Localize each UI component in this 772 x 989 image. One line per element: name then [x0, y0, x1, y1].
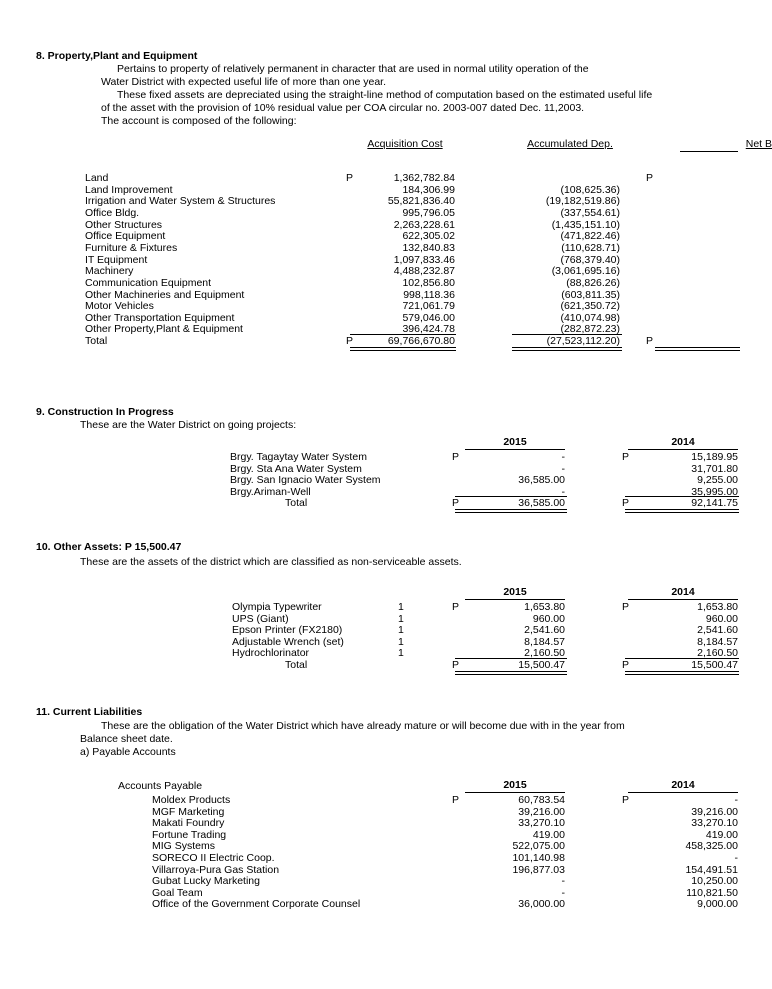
- payable-row-label: Gubat Lucky Marketing: [152, 875, 260, 887]
- ppe-row-accumulated-dep: (471,822.46): [560, 230, 620, 242]
- ppe-row-acquisition-cost: 184,306.99: [402, 184, 455, 196]
- cip-row-label: Brgy. San Ignacio Water System: [230, 474, 381, 486]
- other-assets-total-label: Total: [285, 659, 308, 671]
- column-header-2015: 2015: [503, 586, 527, 598]
- column-underline: [680, 151, 738, 152]
- ppe-row-accumulated-dep: (1,435,151.10): [551, 219, 620, 231]
- payable-row-2015: 39,216.00: [518, 806, 565, 818]
- payable-row-label: MIG Systems: [152, 840, 216, 852]
- other-assets-total-2014: 15,500.47: [691, 659, 738, 671]
- cip-row-label: Brgy. Tagaytay Water System: [230, 451, 367, 463]
- column-header-acquisition-cost: Acquisition Cost: [367, 138, 443, 150]
- ppe-row-acquisition-cost: 102,856.80: [402, 277, 455, 289]
- double-underline: [350, 347, 456, 351]
- column-header-2014: 2014: [671, 436, 695, 448]
- ppe-row-accumulated-dep: (19,182,519.86): [545, 195, 620, 207]
- cip-total-label: Total: [285, 497, 308, 509]
- section-8-paragraph: Water District with expected useful life of more than one year.: [101, 76, 386, 88]
- accounts-payable-label: Accounts Payable: [118, 780, 203, 792]
- payable-row-label: Villarroya-Pura Gas Station: [152, 864, 280, 876]
- column-header-accumulated-dep: Accumulated Dep.: [527, 138, 613, 150]
- section-9-heading: 9. Construction In Progress: [36, 406, 174, 418]
- cip-row-2015: -: [561, 486, 565, 498]
- ppe-row-accumulated-dep: (282,872.23): [560, 323, 620, 335]
- ppe-row-acquisition-cost: 396,424.78: [402, 323, 455, 335]
- section-10-heading: 10. Other Assets: P 15,500.47: [36, 541, 182, 553]
- section-11-paragraph: Balance sheet date.: [80, 733, 173, 745]
- peso-sign: P: [452, 497, 460, 509]
- section-8-paragraph: These fixed assets are depreciated using the straight-line method of computation based on the estimated useful life: [117, 89, 653, 101]
- payable-row-2014: 39,216.00: [691, 806, 738, 818]
- double-underline: [455, 671, 567, 675]
- ppe-row-label: Office Equipment: [85, 230, 166, 242]
- peso-sign: P: [452, 601, 460, 613]
- section-8-heading: 8. Property,Plant and Equipment: [36, 50, 198, 62]
- peso-sign: P: [452, 659, 460, 671]
- cip-row-2014: 31,701.80: [691, 463, 738, 475]
- ppe-row-accumulated-dep: (110,628.71): [561, 242, 620, 254]
- ppe-row-label: Motor Vehicles: [85, 300, 154, 312]
- cip-row-2014: 15,189.95: [691, 451, 738, 463]
- ppe-row-accumulated-dep: (621,350.72): [560, 300, 620, 312]
- payable-row-2015: 60,783.54: [518, 794, 565, 806]
- ppe-row-label: Other Transportation Equipment: [85, 312, 235, 324]
- ppe-row-acquisition-cost: 1,362,782.84: [393, 172, 455, 184]
- peso-sign: P: [622, 601, 630, 613]
- ppe-row-label: Office Bldg.: [85, 207, 140, 219]
- payable-row-label: MGF Marketing: [152, 806, 225, 818]
- cip-row-2015: -: [561, 463, 565, 475]
- other-assets-row-2014: 2,541.60: [697, 624, 738, 636]
- other-assets-row-quantity: 1: [398, 601, 404, 613]
- peso-sign: P: [646, 335, 654, 347]
- double-underline: [455, 509, 567, 513]
- ppe-row-acquisition-cost: 1,097,833.46: [393, 254, 455, 266]
- ppe-row-acquisition-cost: 579,046.00: [402, 312, 455, 324]
- section-10-intro: These are the assets of the district which are classified as non-serviceable assets.: [80, 556, 462, 568]
- ppe-row-label: Machinery: [85, 265, 134, 277]
- ppe-total-acquisition-cost: 69,766,670.80: [387, 335, 455, 347]
- other-assets-row-2015: 2,160.50: [524, 647, 565, 659]
- section-9-intro: These are the Water District on going projects:: [80, 419, 297, 431]
- ppe-row-acquisition-cost: 55,821,836.40: [387, 195, 455, 207]
- peso-sign: P: [622, 794, 630, 806]
- column-header-2014: 2014: [671, 586, 695, 598]
- ppe-total-label: Total: [85, 335, 108, 347]
- payable-row-2014: 419.00: [705, 829, 738, 841]
- cip-row-label: Brgy. Sta Ana Water System: [230, 463, 362, 475]
- ppe-row-label: Other Machineries and Equipment: [85, 289, 245, 301]
- section-11-paragraph: These are the obligation of the Water District which have already mature or will become due with in the year from: [101, 720, 625, 732]
- payable-row-label: SORECO II Electric Coop.: [152, 852, 275, 864]
- peso-sign: P: [622, 451, 630, 463]
- section-11-heading: 11. Current Liabilities: [36, 706, 143, 718]
- cip-row-2014: 35,995.00: [691, 486, 738, 498]
- ppe-row-acquisition-cost: 721,061.79: [402, 300, 455, 312]
- ppe-row-label: Other Structures: [85, 219, 163, 231]
- payable-row-label: Makati Foundry: [152, 817, 225, 829]
- other-assets-row-2014: 2,160.50: [697, 647, 738, 659]
- section-11-subheading: a) Payable Accounts: [80, 746, 176, 758]
- section-8-paragraph: Pertains to property of relatively permanent in character that are used in normal utility operation of the: [117, 63, 589, 75]
- cip-total-2015: 36,585.00: [518, 497, 565, 509]
- ppe-row-label: Communication Equipment: [85, 277, 212, 289]
- double-underline: [512, 347, 622, 351]
- other-assets-row-2015: 1,653.80: [524, 601, 565, 613]
- peso-sign: P: [452, 451, 460, 463]
- other-assets-row-label: UPS (Giant): [232, 613, 289, 625]
- other-assets-row-label: Epson Printer (FX2180): [232, 624, 343, 636]
- payable-row-2015: -: [561, 887, 565, 899]
- ppe-row-acquisition-cost: 998,118.36: [403, 289, 455, 301]
- section-8-paragraph: The account is composed of the following:: [101, 115, 297, 127]
- column-header-net-book: Net B: [745, 138, 772, 150]
- peso-sign: P: [622, 497, 630, 509]
- other-assets-row-2014: 1,653.80: [697, 601, 738, 613]
- peso-sign: P: [452, 794, 460, 806]
- cip-total-2014: 92,141.75: [691, 497, 738, 509]
- cip-row-2014: 9,255.00: [697, 474, 738, 486]
- ppe-row-acquisition-cost: 622,305.02: [402, 230, 455, 242]
- ppe-row-accumulated-dep: (768,379.40): [560, 254, 620, 266]
- other-assets-row-label: Adjustable Wrench (set): [232, 636, 344, 648]
- payable-row-2014: 458,325.00: [685, 840, 738, 852]
- peso-sign: P: [346, 172, 354, 184]
- column-underline: [628, 792, 738, 793]
- payable-row-label: Goal Team: [152, 887, 203, 899]
- payable-row-2015: -: [561, 875, 565, 887]
- column-underline: [628, 449, 738, 450]
- ppe-row-accumulated-dep: (603,811.35): [561, 289, 620, 301]
- double-underline: [655, 347, 740, 351]
- other-assets-row-2015: 960.00: [532, 613, 565, 625]
- column-header-2015: 2015: [503, 436, 527, 448]
- column-underline: [465, 449, 565, 450]
- peso-sign: P: [346, 335, 354, 347]
- cip-row-label: Brgy.Ariman-Well: [230, 486, 311, 498]
- ppe-row-accumulated-dep: (108,625.36): [560, 184, 620, 196]
- ppe-row-accumulated-dep: (337,554.61): [560, 207, 620, 219]
- other-assets-row-2014: 960.00: [705, 613, 738, 625]
- other-assets-row-label: Olympia Typewriter: [232, 601, 322, 613]
- column-header-2014: 2014: [671, 779, 695, 791]
- ppe-row-acquisition-cost: 4,488,232.87: [393, 265, 455, 277]
- payable-row-2015: 36,000.00: [518, 898, 565, 910]
- payable-row-2015: 196,877.03: [512, 864, 565, 876]
- column-underline: [465, 792, 565, 793]
- ppe-row-label: Land Improvement: [85, 184, 173, 196]
- other-assets-row-2015: 2,541.60: [524, 624, 565, 636]
- other-assets-row-2015: 8,184.57: [524, 636, 565, 648]
- double-underline: [625, 509, 739, 513]
- peso-sign: P: [646, 172, 654, 184]
- ppe-row-label: Other Property,Plant & Equipment: [85, 323, 243, 335]
- payable-row-2015: 101,140.98: [512, 852, 565, 864]
- payable-row-2014: 154,491.51: [685, 864, 738, 876]
- payable-row-2014: 110,821.50: [686, 887, 738, 899]
- cip-row-2015: -: [561, 451, 565, 463]
- payable-row-2014: 9,000.00: [697, 898, 738, 910]
- other-assets-row-quantity: 1: [398, 613, 404, 625]
- payable-row-label: Office of the Government Corporate Counsel: [152, 898, 361, 910]
- other-assets-row-quantity: 1: [398, 647, 404, 659]
- payable-row-2014: -: [734, 852, 738, 864]
- column-underline: [465, 599, 565, 600]
- other-assets-row-quantity: 1: [398, 636, 404, 648]
- ppe-row-label: Irrigation and Water System & Structures: [85, 195, 276, 207]
- peso-sign: P: [622, 659, 630, 671]
- ppe-row-acquisition-cost: 995,796.05: [402, 207, 455, 219]
- ppe-row-accumulated-dep: (410,074.98): [560, 312, 620, 324]
- payable-row-2015: 419.00: [532, 829, 565, 841]
- payable-row-2015: 522,075.00: [512, 840, 565, 852]
- cip-row-2015: 36,585.00: [518, 474, 565, 486]
- ppe-row-label: IT Equipment: [85, 254, 148, 266]
- double-underline: [625, 671, 739, 675]
- payable-row-label: Fortune Trading: [152, 829, 227, 841]
- payable-row-label: Moldex Products: [152, 794, 231, 806]
- section-8-paragraph: of the asset with the provision of 10% residual value per COA circular no. 2003-007 dated Dec. 11,2003.: [101, 102, 585, 114]
- ppe-row-accumulated-dep: (88,826.26): [566, 277, 620, 289]
- column-underline: [628, 599, 738, 600]
- other-assets-row-2014: 8,184.57: [697, 636, 738, 648]
- other-assets-row-quantity: 1: [398, 624, 404, 636]
- ppe-total-accumulated-dep: (27,523,112.20): [546, 335, 620, 347]
- ppe-row-label: Land: [85, 172, 109, 184]
- payable-row-2014: 33,270.10: [691, 817, 738, 829]
- payable-row-2015: 33,270.10: [518, 817, 565, 829]
- payable-row-2014: 10,250.00: [691, 875, 738, 887]
- column-header-2015: 2015: [503, 779, 527, 791]
- ppe-row-accumulated-dep: (3,061,695.16): [551, 265, 620, 277]
- ppe-row-acquisition-cost: 2,263,228.61: [393, 219, 455, 231]
- ppe-row-acquisition-cost: 132,840.83: [402, 242, 455, 254]
- other-assets-total-2015: 15,500.47: [518, 659, 565, 671]
- other-assets-row-label: Hydrochlorinator: [232, 647, 310, 659]
- ppe-row-label: Furniture & Fixtures: [85, 242, 178, 254]
- payable-row-2014: -: [734, 794, 738, 806]
